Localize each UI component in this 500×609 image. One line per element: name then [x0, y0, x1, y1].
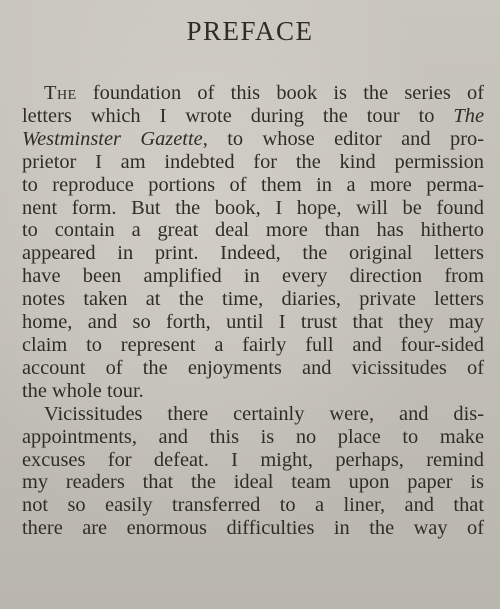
paragraph-2 — [22, 403, 484, 540]
italic-title: The — [453, 104, 484, 127]
text-line: letters which I wrote during the tour to The — [22, 104, 484, 127]
text-line: Westminster Gazette, to whose editor and pro- — [22, 127, 484, 150]
text-line: appeared in print. Indeed, the original letters — [22, 242, 484, 265]
text-line: home, and so forth, until I trust that they may — [22, 311, 484, 334]
text-line: to reproduce portions of them in a more perma- — [22, 173, 484, 196]
text-line: notes taken at the time, diaries, private letters — [22, 288, 484, 311]
italic-title: Westminster Gazette — [22, 127, 203, 150]
text-line: excuses for defeat. I might, perhaps, remind — [22, 448, 484, 471]
text-line: prietor I am indebted for the kind permission — [22, 150, 484, 173]
text-line: The foundation of this book is the series of — [44, 82, 484, 104]
text-line: not so easily transferred to a liner, and that — [22, 494, 484, 517]
page-heading: PREFACE — [186, 16, 314, 46]
text-line: to contain a great deal more than has hitherto — [22, 219, 484, 242]
text-line: the whole tour. — [22, 379, 144, 402]
text-line: appointments, and this is no place to make — [22, 425, 484, 448]
text-line: my readers that the ideal team upon paper is — [22, 471, 484, 494]
lead-word: The — [44, 82, 77, 104]
text-line: account of the enjoyments and vicissitudes of — [22, 356, 484, 379]
text-line: Vicissitudes there certainly were, and dis- — [44, 402, 484, 425]
text-line: have been amplified in every direction from — [22, 265, 484, 288]
text-line: claim to represent a fairly full and four-sided — [22, 333, 484, 356]
text-line: there are enormous difficulties in the way of — [22, 517, 484, 540]
preface-body — [22, 82, 484, 540]
paragraph-1 — [22, 82, 484, 403]
text-line: nent form. But the book, I hope, will be found — [22, 196, 484, 219]
